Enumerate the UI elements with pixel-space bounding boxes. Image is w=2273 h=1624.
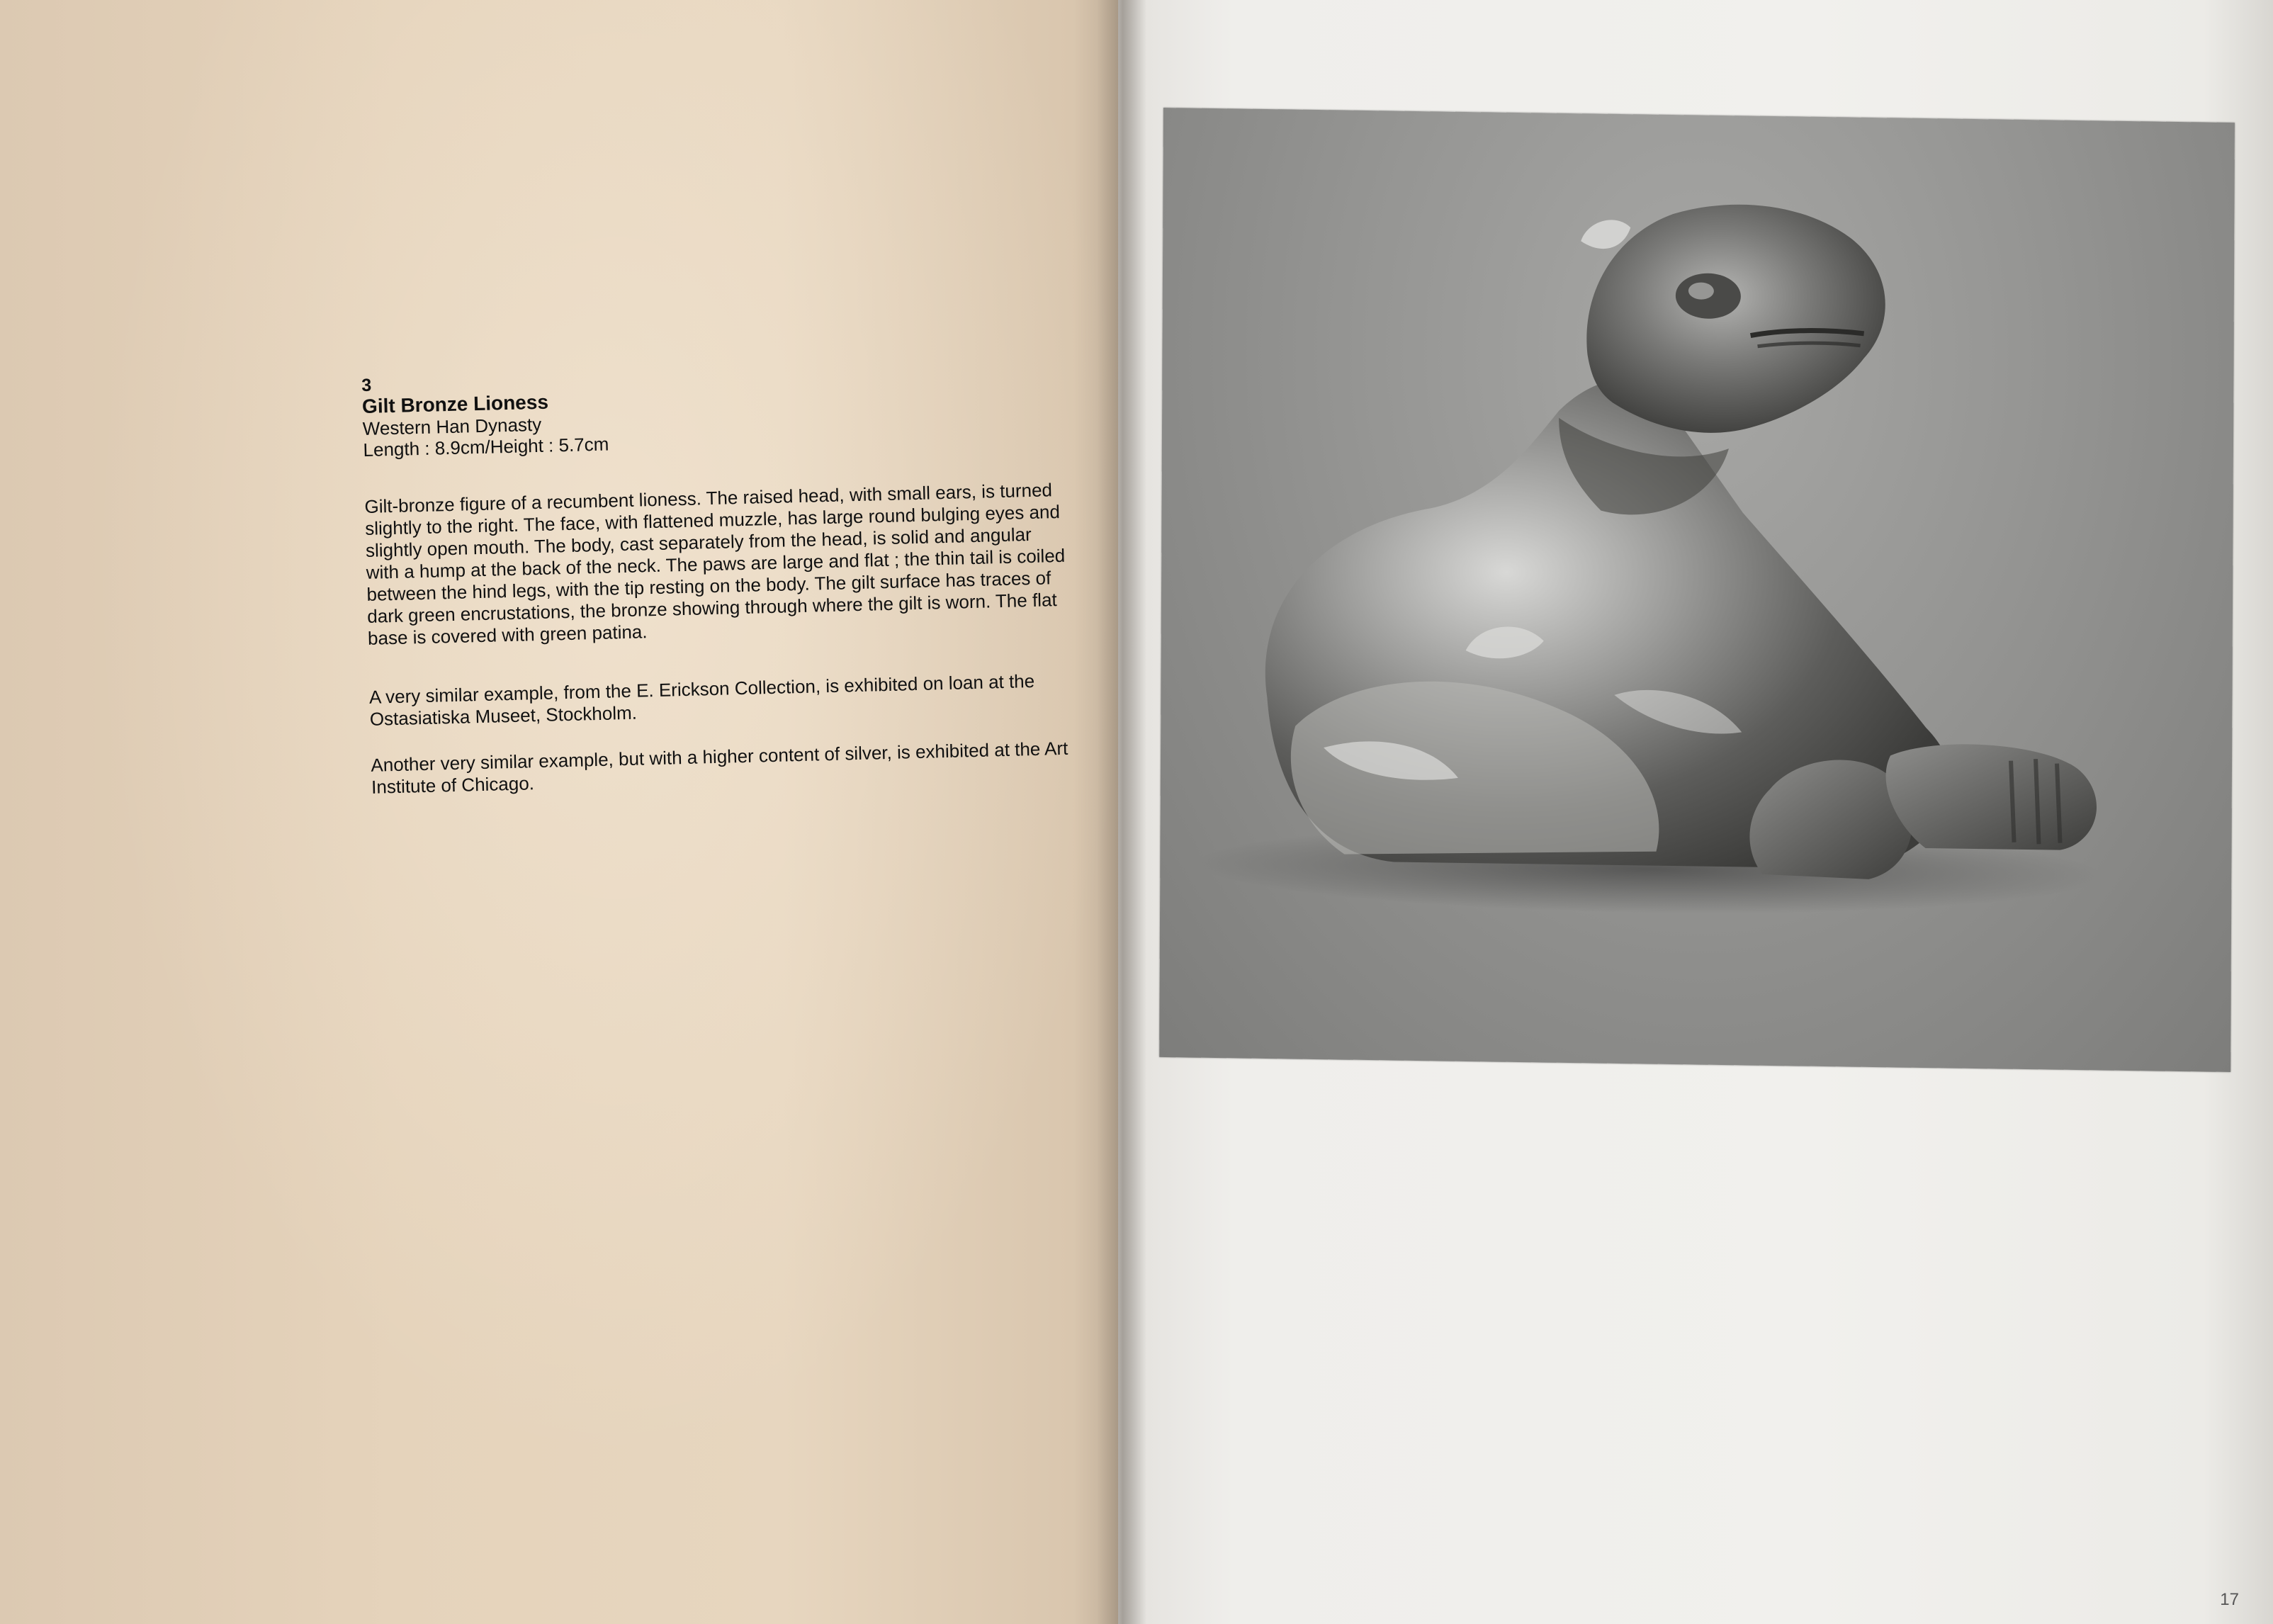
left-page: [0, 0, 1118, 1624]
comparison-note: Another very similar example, but with a higher content of silver, is exhibited at the Art Institute of Chicago.: [371, 737, 1068, 798]
gutter-shadow: [1097, 0, 1146, 1624]
ear: [1581, 220, 1630, 249]
lioness-figure: [1159, 108, 2235, 1072]
page-number: 17: [2220, 1590, 2239, 1609]
item-dimensions: Length : 8.9cm/Height : 5.7cm: [363, 433, 609, 461]
comparison-note: A very similar example, from the E. Erickson Collection, is exhibited on loan at the Ostasiatiska Museet, Stockholm.: [368, 670, 1035, 730]
lioness-photograph: [1159, 108, 2235, 1072]
front-paw: [1885, 743, 2097, 851]
catalogue-entry: [361, 359, 1080, 799]
catalogue-number: 3: [361, 375, 372, 395]
item-description: Gilt-bronze figure of a recumbent lioness. The raised head, with small ears, is turned slightly to the right. The face, with flattened muzzle, has large round bulging eyes and slightly open mouth. The body, cast separately from the head, is solid and angular with a hump at the back of the neck. The paws are large and flat ; the thin tail is coiled between the hind legs, with the tip resting on the body. The gilt surface has traces of dark green encrustations, the bronze showing through where the gilt is worn. The flat base is covered with green patina.: [364, 479, 1066, 649]
item-title: Gilt Bronze Lioness: [361, 390, 549, 417]
lioness-head: [1586, 203, 1886, 436]
item-dynasty: Western Han Dynasty: [362, 413, 542, 439]
